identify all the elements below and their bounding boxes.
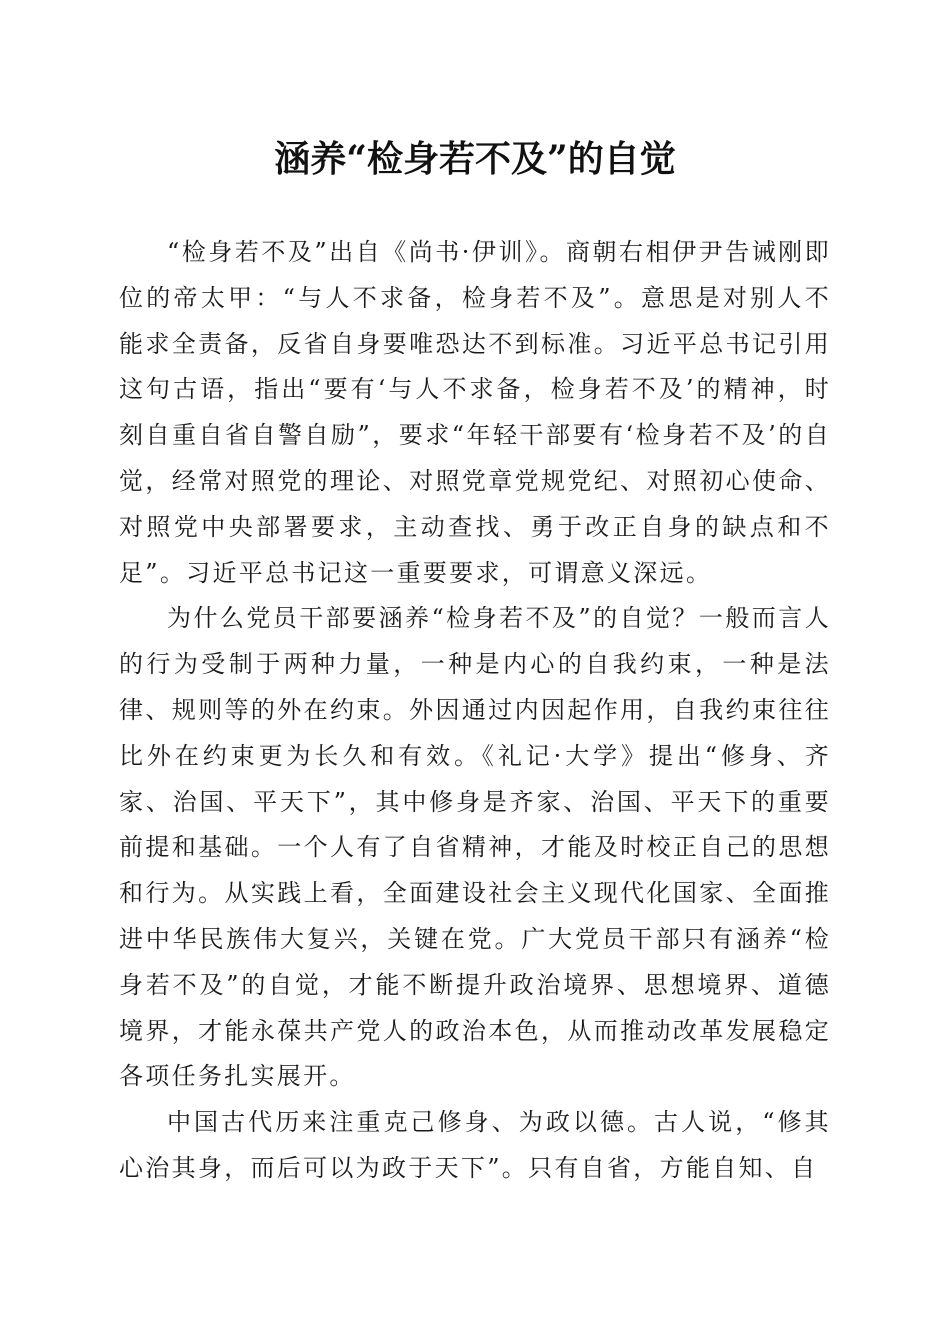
paragraph-2: 为什么党员干部要涵养“检身若不及”的自觉？一般而言人的行为受制于两种力量，一种是内心的自我约束，一种是法律、规则等的外在约束。外因通过内因起作用，自我约束往往比外在约束更为长久和有效。《礼记·大学》提出“修身、齐家、治国、平天下”，其中修身是齐家、治国、平天下的重要前提和基础。一个人有了自省精神，才能及时校正自己的思想和行为。从实践上看，全面建设社会主义现代化国家、全面推进中华民族伟大复兴，关键在党。广大党员干部只有涵养“检身若不及”的自觉，才能不断提升政治境界、思想境界、道德境界，才能永葆共产党人的政治本色，从而推动改革发展稳定各项任务扎实展开。: [119, 604, 831, 1091]
document-body: [119, 230, 831, 1192]
paragraph-1: “检身若不及”出自《尚书·伊训》。商朝右相伊尹告诫刚即位的帝太甲：“与人不求备，检身若不及”。意思是对别人不能求全责备，反省自身要唯恐达不到标准。习近平总书记引用这句古语，指出“要有‘与人不求备，检身若不及’的精神，时刻自重自省自警自励”，要求“年轻干部要有‘检身若不及’的自觉，经常对照党的理论、对照党章党规党纪、对照初心使命、对照党中央部署要求，主动查找、勇于改正自身的缺点和不足”。习近平总书记这一重要要求，可谓意义深远。: [119, 238, 831, 587]
document-title: 涵养“检身若不及”的自觉: [274, 138, 676, 180]
paragraph-3: 中国古代历来注重克己修身、为政以德。古人说，“修其心治其身，而后可以为政于天下”。只有自省，方能自知、自: [119, 1108, 831, 1182]
